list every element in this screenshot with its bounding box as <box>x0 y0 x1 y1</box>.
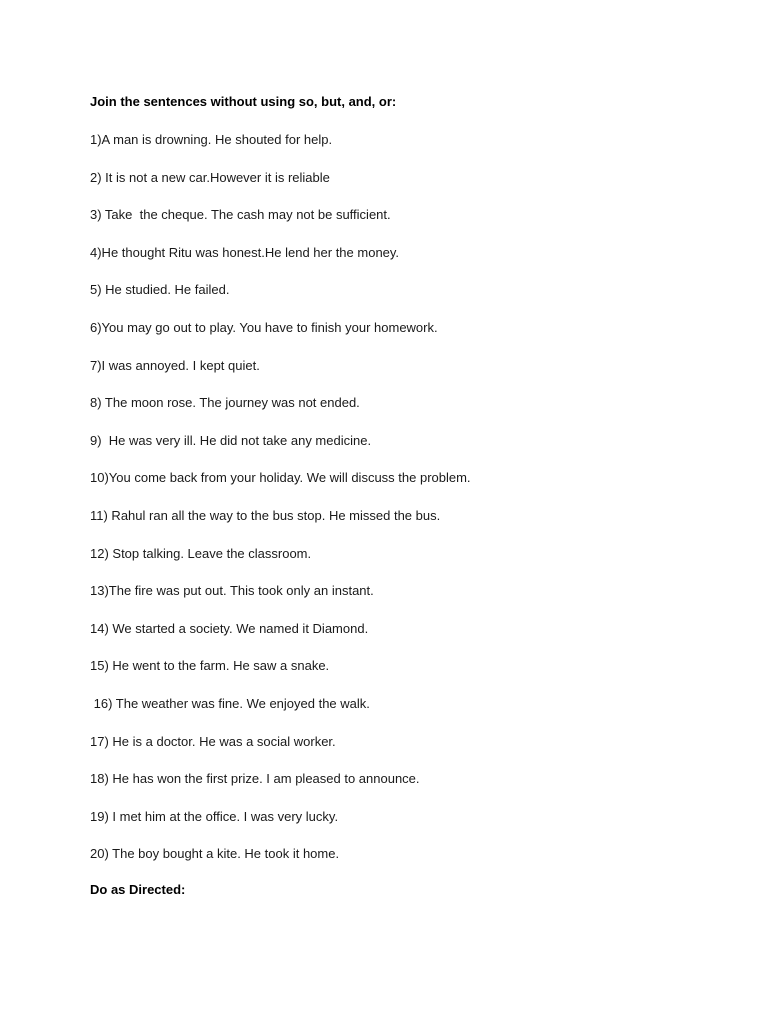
section-heading-do-as-directed: Do as Directed: <box>90 882 186 897</box>
sentence-item: 11) Rahul ran all the way to the bus stop. He missed the bus. <box>90 508 441 523</box>
sentence-item: 14) We started a society. We named it Diamond. <box>90 620 369 636</box>
sentence-item: 3) Take the cheque. The cash may not be sufficient. <box>90 207 391 223</box>
sentence-item: 8) The moon rose. The journey was not ended. <box>90 395 360 411</box>
sentence-item: 18) He has won the first prize. I am pleased to announce. <box>90 771 420 787</box>
sentence-item: 4)He thought Ritu was honest.He lend her the money. <box>90 244 400 260</box>
exercise-heading: Join the sentences without using so, but, and, or: <box>90 94 397 109</box>
sentence-item: 16) The weather was fine. We enjoyed the walk. <box>90 696 370 711</box>
sentence-item: 20) The boy bought a kite. He took it home. <box>90 846 340 862</box>
sentence-item: 10)You come back from your holiday. We will discuss the problem. <box>90 470 471 486</box>
sentence-item: 2) It is not a new car.However it is reliable <box>90 169 330 185</box>
sentence-item: 1)A man is drowning. He shouted for help. <box>90 132 333 147</box>
sentence-item: 7)I was annoyed. I kept quiet. <box>90 357 260 373</box>
sentence-item: 17) He is a doctor. He was a social worker. <box>90 733 336 749</box>
sentence-item: 9) He was very ill. He did not take any medicine. <box>90 432 372 448</box>
sentence-item: 13)The fire was put out. This took only an instant. <box>90 583 374 599</box>
sentence-item: 15) He went to the farm. He saw a snake. <box>90 658 330 674</box>
sentence-item: 19) I met him at the office. I was very lucky. <box>90 808 339 824</box>
sentence-item: 5) He studied. He failed. <box>90 282 230 298</box>
sentence-item: 6)You may go out to play. You have to finish your homework. <box>90 320 438 335</box>
sentence-item: 12) Stop talking. Leave the classroom. <box>90 545 312 561</box>
